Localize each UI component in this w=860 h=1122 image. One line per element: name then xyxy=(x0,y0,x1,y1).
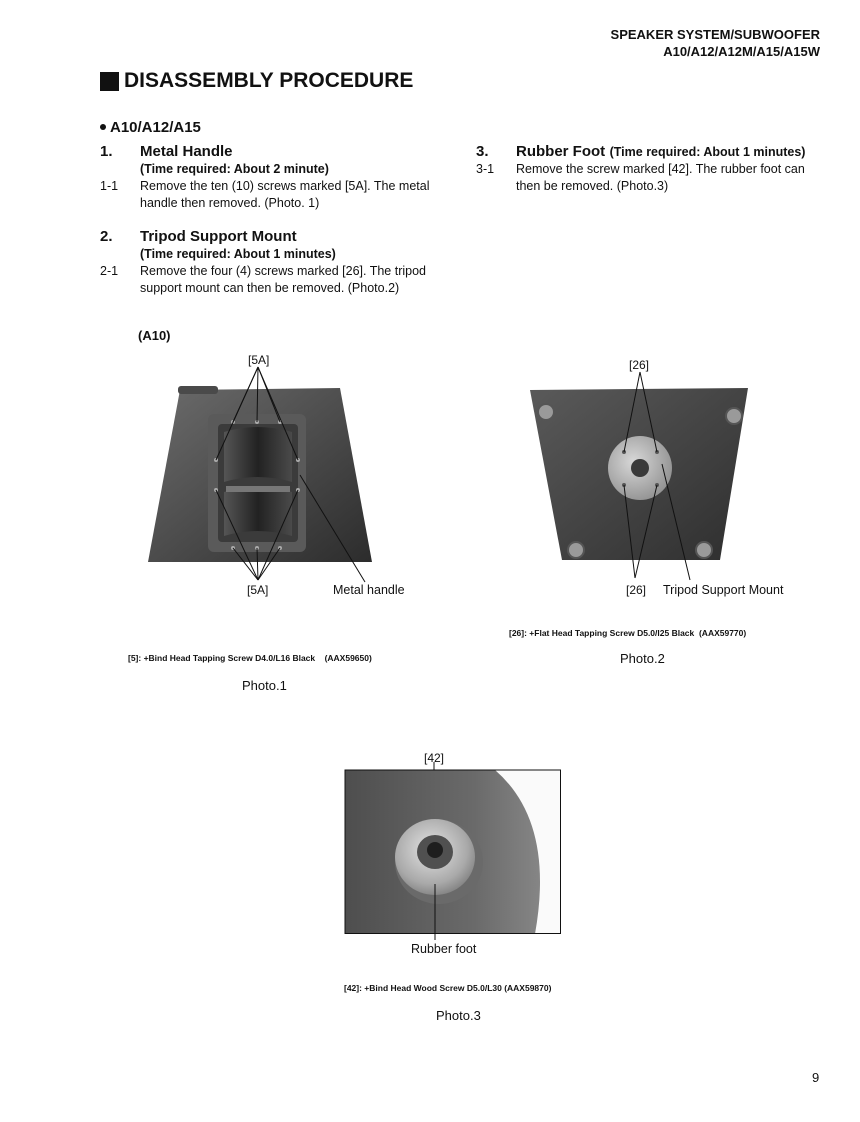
step2-number: 2. xyxy=(100,228,113,245)
step1-sub-number: 1-1 xyxy=(100,179,119,193)
step1-text-line2: handle then removed. (Photo. 1) xyxy=(140,196,320,210)
photo2-name: Photo.2 xyxy=(620,651,665,666)
photo1-metal-handle-image xyxy=(140,350,400,600)
photo1-screw-caption: [5]: +Bind Head Tapping Screw D4.0/L16 Black (AAX59650) xyxy=(128,653,372,663)
page-number: 9 xyxy=(812,1070,820,1085)
photo2-label-26-top: [26] xyxy=(629,358,650,372)
photo3-label-42: [42] xyxy=(424,751,445,765)
photo2-screw-caption: [26]: +Flat Head Tapping Screw D5.0/l25 Black (AAX59770) xyxy=(509,628,747,638)
step3-text-line1: Remove the screw marked [42]. The rubber foot can xyxy=(516,162,805,176)
step1-text-line1: Remove the ten (10) screws marked [5A]. The metal xyxy=(140,179,430,193)
photo2-tripod-mount-image xyxy=(520,360,760,590)
step3-time: (Time required: About 1 minutes) xyxy=(609,145,806,159)
model-group-text: A10/A12/A15 xyxy=(110,119,201,136)
black-square-icon xyxy=(100,72,119,91)
photo1-label-5a-bottom: [5A] xyxy=(247,583,269,597)
step3-sub-number: 3-1 xyxy=(476,162,495,176)
step1-time: (Time required: About 2 minute) xyxy=(140,162,329,176)
photo1-model-label: (A10) xyxy=(138,328,171,343)
photo3-screw-caption: [42]: +Bind Head Wood Screw D5.0/L30 (AAX59870) xyxy=(344,983,552,993)
step3-text-line2: then be removed. (Photo.3) xyxy=(516,179,669,193)
step3-title: Rubber Foot xyxy=(516,143,606,160)
photo1-name: Photo.1 xyxy=(242,678,287,693)
photo1-label-metal-handle: Metal handle xyxy=(333,583,405,597)
section-title-text: DISASSEMBLY PROCEDURE xyxy=(124,69,414,92)
photo3-name: Photo.3 xyxy=(436,1008,481,1023)
section-title xyxy=(100,69,413,93)
step1-title: Metal Handle xyxy=(140,143,233,160)
step2-title: Tripod Support Mount xyxy=(140,228,297,245)
photo1-label-5a-top: [5A] xyxy=(248,353,270,367)
photo2-label-tripod-mount: Tripod Support Mount xyxy=(663,583,784,597)
step2-text-line2: support mount can then be removed. (Photo.2) xyxy=(140,281,400,295)
header-models: A10/A12/A12M/A15/A15W xyxy=(663,44,820,59)
step3-title-line xyxy=(516,143,805,161)
step2-time: (Time required: About 1 minutes) xyxy=(140,247,336,261)
step2-sub-number: 2-1 xyxy=(100,264,119,278)
step3-number: 3. xyxy=(476,143,489,160)
header-product-title: SPEAKER SYSTEM/SUBWOOFER xyxy=(610,27,820,42)
step1-number: 1. xyxy=(100,143,113,160)
photo3-rubber-foot-image xyxy=(345,762,561,942)
model-group-heading xyxy=(100,119,201,136)
step2-text-line1: Remove the four (4) screws marked [26]. The tripod xyxy=(140,264,426,278)
bullet-icon xyxy=(100,124,106,130)
photo2-label-26-bottom: [26] xyxy=(626,583,647,597)
photo3-label-rubber-foot: Rubber foot xyxy=(411,942,477,956)
